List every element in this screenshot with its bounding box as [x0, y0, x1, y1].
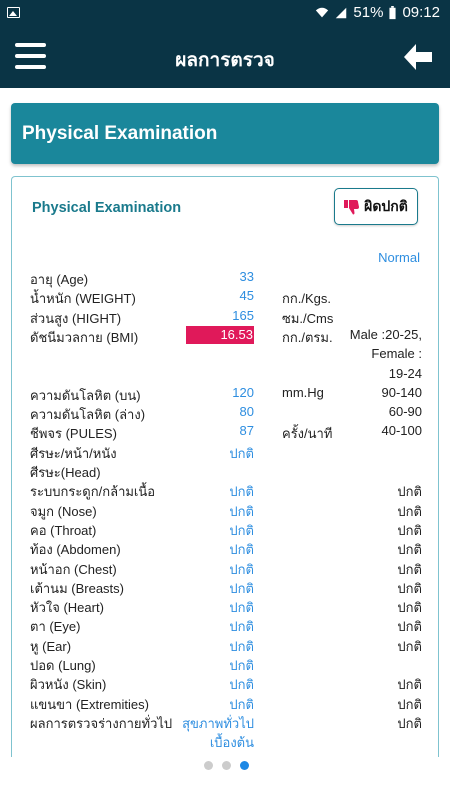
table-row: [12, 732, 440, 751]
exam-item-label: น้ำหนัก (WEIGHT): [30, 291, 136, 307]
exam-item-label: หน้าอก (Chest): [30, 561, 117, 577]
exam-item-unit: mm.Hg: [282, 384, 324, 400]
page-dot[interactable]: [204, 761, 213, 770]
exam-item-value: ปกติ: [229, 600, 254, 616]
exam-item-label: หู (Ear): [30, 638, 72, 654]
exam-item-normal-range: 60-90: [388, 404, 422, 420]
exam-item-label: ปอด (Lung): [30, 658, 96, 673]
table-row: [12, 559, 440, 578]
exam-item-normal-range: ปกติ: [397, 484, 422, 500]
exam-item-normal-range: ปกติ: [397, 715, 422, 731]
exam-item-label: ความดันโลหิต (ล่าง): [30, 407, 146, 423]
table-row: [12, 385, 440, 404]
table-row: [12, 597, 440, 616]
table-row: [12, 713, 440, 732]
exam-item-value: 165: [232, 307, 254, 323]
exam-card: [11, 176, 439, 776]
page-dot[interactable]: [240, 761, 249, 770]
table-row: [12, 327, 440, 346]
exam-item-value: สุขภาพทั่วไป: [182, 715, 254, 731]
exam-item-normal-range: ปกติ: [397, 677, 422, 693]
exam-item-label: ศีรษะ(Head): [30, 465, 101, 480]
exam-item-unit: ครั้ง/นาที: [282, 426, 333, 442]
table-row: [12, 288, 440, 307]
exam-item-label: เต้านม (Breasts): [30, 580, 124, 596]
exam-item-label: ส่วนสูง (HIGHT): [30, 310, 122, 326]
table-row: [12, 578, 440, 597]
abnormal-filter-button[interactable]: [334, 188, 418, 225]
exam-item-normal-range: ปกติ: [397, 619, 422, 635]
exam-item-label: ท้อง (Abdomen): [30, 542, 121, 558]
exam-item-normal-range: ปกติ: [397, 580, 422, 596]
exam-item-value: 120: [232, 384, 254, 400]
exam-item-value: ปกติ: [229, 677, 254, 693]
exam-item-label: ผลการตรวจร่างกายทั่วไป: [30, 715, 173, 731]
exam-item-value: 87: [239, 423, 254, 439]
table-row: [12, 269, 440, 288]
exam-item-value: ปกติ: [229, 696, 254, 712]
table-row: [12, 404, 440, 423]
exam-item-value: ปกติ: [229, 580, 254, 596]
card-title: Physical Examination: [32, 200, 182, 216]
exam-item-unit: กก./ตรม.: [282, 329, 333, 345]
thumbs-down-icon: [344, 199, 360, 215]
table-row: [12, 694, 440, 713]
bmi-abnormal-value: 16.53: [186, 326, 254, 344]
exam-item-label: จมูก (Nose): [30, 503, 97, 519]
abnormal-button-label: ผิดปกติ: [364, 197, 408, 214]
wifi-icon: [315, 6, 329, 20]
table-row: [12, 366, 440, 385]
exam-item-value: 33: [239, 269, 254, 284]
exam-item-normal-range: ปกติ: [397, 696, 422, 712]
section-title: Physical Examination: [22, 123, 218, 144]
exam-item-normal-range: ปกติ: [397, 542, 422, 558]
exam-item-normal-range: 40-100: [381, 423, 422, 439]
exam-item-label: อายุ (Age): [30, 272, 89, 287]
exam-item-normal-range: 90-140: [381, 384, 422, 400]
exam-item-label: ชีพจร (PULES): [30, 426, 117, 442]
exam-item-value: ปกติ: [229, 445, 254, 461]
section-header: [11, 103, 439, 164]
exam-item-label: แขนขา (Extremities): [30, 696, 149, 712]
exam-item-normal-range: ปกติ: [397, 522, 422, 538]
table-row: [12, 501, 440, 520]
exam-item-normal-range: ปกติ: [397, 600, 422, 616]
exam-item-value: ปกติ: [229, 638, 254, 654]
exam-item-value: ปกติ: [229, 619, 254, 635]
exam-item-label: หัวใจ (Heart): [30, 600, 104, 616]
exam-item-label: ความดันโลหิต (บน): [30, 387, 141, 403]
exam-item-value: ปกติ: [229, 503, 254, 519]
table-row: [12, 308, 440, 327]
app-bar: [0, 27, 450, 88]
exam-item-value: ปกติ: [229, 542, 254, 558]
table-row: [12, 655, 440, 674]
exam-item-label: ตา (Eye): [30, 619, 81, 635]
table-row: [12, 520, 440, 539]
table-row: [12, 674, 440, 693]
battery-percent: 51%: [353, 4, 384, 21]
table-row: [12, 346, 440, 365]
exam-item-normal-range: 19-24: [388, 365, 422, 381]
clock: 09:12: [402, 4, 440, 21]
exam-item-label: ผิวหนัง (Skin): [30, 677, 107, 693]
table-row: [12, 539, 440, 558]
exam-item-label: ศีรษะ/หน้า/หนัง: [30, 445, 117, 461]
exam-item-label: ดัชนีมวลกาย (BMI): [30, 329, 139, 345]
exam-item-value: ปกติ: [229, 561, 254, 577]
exam-item-normal-range: ปกติ: [397, 503, 422, 519]
exam-item-label: คอ (Throat): [30, 522, 97, 538]
table-row: [12, 636, 440, 655]
table-row: [12, 462, 440, 481]
signal-icon: [334, 6, 348, 20]
table-row: [12, 443, 440, 462]
exam-item-normal-range: ปกติ: [397, 561, 422, 577]
back-arrow-icon[interactable]: [402, 41, 434, 73]
exam-item-normal-range: Female :: [371, 346, 422, 362]
table-row: [12, 616, 440, 635]
exam-item-value: ปกติ: [229, 522, 254, 538]
exam-item-normal-range: Male :20-25,: [349, 326, 422, 342]
image-notification-icon: [7, 7, 20, 18]
page-dot[interactable]: [222, 761, 231, 770]
exam-item-value: 45: [239, 288, 254, 304]
exam-item-unit: กก./Kgs.: [282, 291, 331, 307]
exam-item-value: 80: [239, 404, 254, 420]
status-bar: [0, 0, 450, 27]
page-title: ผลการตรวจ: [175, 50, 275, 71]
exam-item-value: ปกติ: [229, 484, 254, 500]
battery-icon: [388, 6, 397, 20]
exam-item-value: ปกติ: [229, 658, 254, 673]
exam-item-normal-range: ปกติ: [397, 638, 422, 654]
normal-column-header: Normal: [378, 250, 420, 265]
table-row: [12, 423, 440, 442]
exam-item-label: ระบบกระดูก/กล้ามเนื้อ: [30, 484, 156, 500]
exam-item-value: เบื้องต้น: [209, 735, 254, 751]
page-indicator: [0, 757, 450, 800]
table-row: [12, 481, 440, 500]
exam-item-unit: ซม./Cms: [282, 310, 334, 326]
